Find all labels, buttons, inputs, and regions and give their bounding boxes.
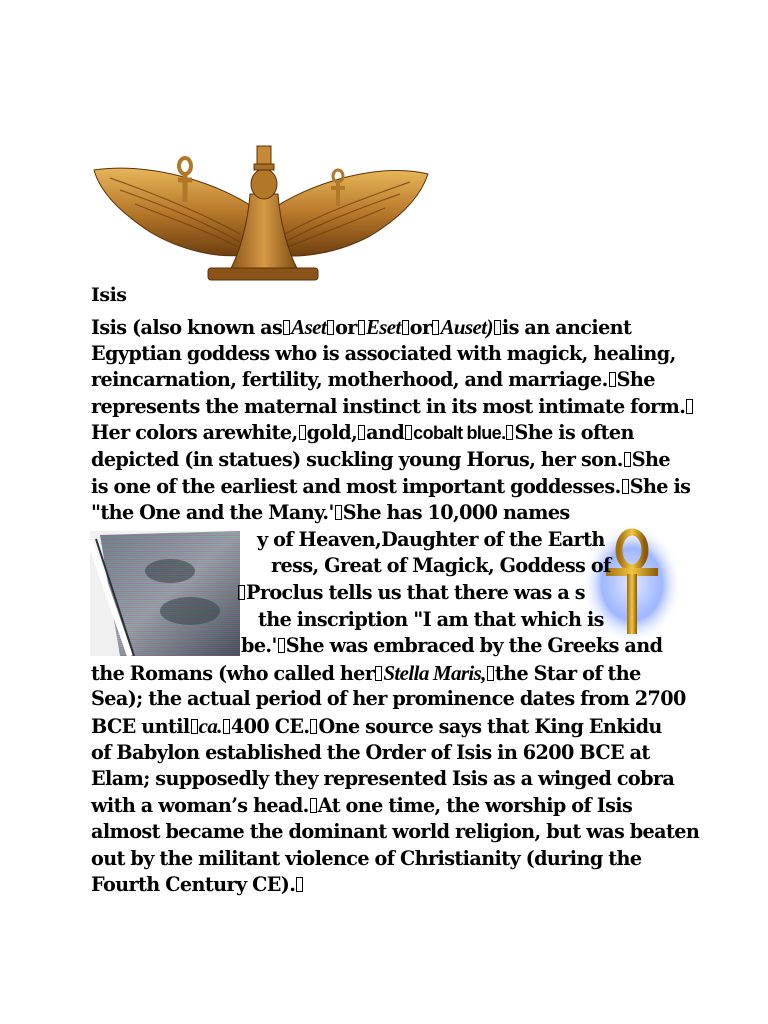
missing-glyph-box <box>299 425 306 440</box>
text-line <box>91 633 691 660</box>
text-line: Elam; supposedly they represented Isis as a winged cobra <box>91 767 675 791</box>
missing-glyph-box <box>296 877 303 892</box>
text-line: out by the militant violence of Christianity (during the <box>91 846 642 870</box>
page-title: Isis <box>91 284 127 306</box>
missing-glyph-box <box>223 719 230 734</box>
text-run: BCE until <box>91 714 190 738</box>
text-run: One source says that King Enkidu <box>318 714 662 738</box>
text-run: reincarnation, fertility, motherhood, and marriage. <box>91 368 608 392</box>
text-run: is one of the earliest and most important goddesses. <box>91 474 621 498</box>
text-line: y of Heaven,Daughter of the Earth <box>257 527 605 551</box>
text-run: She was embraced by the Greeks and <box>285 634 663 658</box>
text-run: She has 10,000 names <box>342 501 570 525</box>
text-line <box>91 793 691 820</box>
text-line: the inscription "I am that which is <box>258 607 604 631</box>
text-run: or <box>409 316 432 339</box>
missing-glyph-box <box>278 638 285 653</box>
text-run: She is <box>629 474 691 498</box>
text-line: almost became the dominant world religion, but was beaten <box>91 820 700 844</box>
text-run: gold, <box>306 421 358 445</box>
text-run: white, <box>235 421 298 445</box>
text-line <box>91 314 691 341</box>
text-line <box>91 500 691 527</box>
text-line: Sea); the actual period of her prominence dates from 2700 <box>91 687 686 711</box>
missing-glyph-box <box>487 666 494 681</box>
missing-glyph-box <box>506 425 513 440</box>
text-line <box>91 394 691 421</box>
text-run: Isis (also known as <box>91 316 283 339</box>
missing-glyph-box <box>310 719 317 734</box>
text-run: with a woman’s head. <box>91 793 309 817</box>
text-run: or <box>335 316 357 339</box>
missing-glyph-box <box>686 399 693 414</box>
winged-isis-statue-icon <box>90 142 430 284</box>
missing-glyph-box <box>283 320 290 335</box>
missing-glyph-box <box>622 479 629 494</box>
text-run: She <box>616 368 655 392</box>
text-run: is an ancient <box>501 316 632 339</box>
text-run: She is often <box>514 421 634 445</box>
italic-run: ca. <box>198 713 222 738</box>
text-line <box>91 474 691 501</box>
text-run: "the One and the Many.' <box>91 501 334 525</box>
italic-run: Aset <box>291 315 327 339</box>
text-run: represents the maternal instinct in its most intimate form. <box>91 394 686 418</box>
italic-run: Auset) <box>440 315 493 339</box>
text-line <box>91 447 691 474</box>
text-line <box>91 713 691 740</box>
text-run: At one time, the worship of Isis <box>317 793 633 817</box>
body-paragraph <box>91 314 700 899</box>
text-line: Egyptian goddess who is associated with magick, healing, <box>91 341 676 365</box>
text-line: ress, Great of Magick, Goddess of <box>271 554 611 578</box>
missing-glyph-box <box>402 320 409 335</box>
italic-run: Stella Maris, <box>383 660 486 685</box>
missing-glyph-box <box>375 666 382 681</box>
text-run: the Romans (who called her <box>91 661 375 685</box>
text-run: She <box>631 447 671 471</box>
italic-run: Eset <box>365 315 401 339</box>
missing-glyph-box <box>432 320 439 335</box>
text-run: Proclus tells us that there was a s <box>246 580 585 604</box>
text-line <box>91 660 691 687</box>
missing-glyph-box <box>191 719 198 734</box>
missing-glyph-box <box>238 585 245 600</box>
missing-glyph-box <box>609 372 616 387</box>
missing-glyph-box <box>310 798 317 813</box>
text-run: 400 CE. <box>230 714 310 738</box>
missing-glyph-box <box>358 320 365 335</box>
text-run: the Star of the <box>494 661 641 685</box>
missing-glyph-box <box>327 320 334 335</box>
missing-glyph-box <box>358 425 365 440</box>
text-line: of Babylon established the Order of Isis in 6200 BCE at <box>91 740 650 764</box>
text-run: depicted (in statues) suckling young Horus, her son. <box>91 447 623 471</box>
text-line <box>91 580 691 607</box>
missing-glyph-box <box>405 425 412 440</box>
text-run: cobalt blue. <box>413 423 506 444</box>
missing-glyph-box <box>335 505 342 520</box>
text-run: be.' <box>241 634 277 658</box>
text-line <box>91 420 691 447</box>
missing-glyph-box <box>624 452 631 467</box>
text-run: Fourth Century CE). <box>91 873 296 897</box>
text-line <box>91 367 691 394</box>
text-run: Her colors are <box>91 421 236 445</box>
missing-glyph-box <box>494 320 501 335</box>
text-run: and <box>366 421 405 445</box>
text-line <box>91 872 691 899</box>
